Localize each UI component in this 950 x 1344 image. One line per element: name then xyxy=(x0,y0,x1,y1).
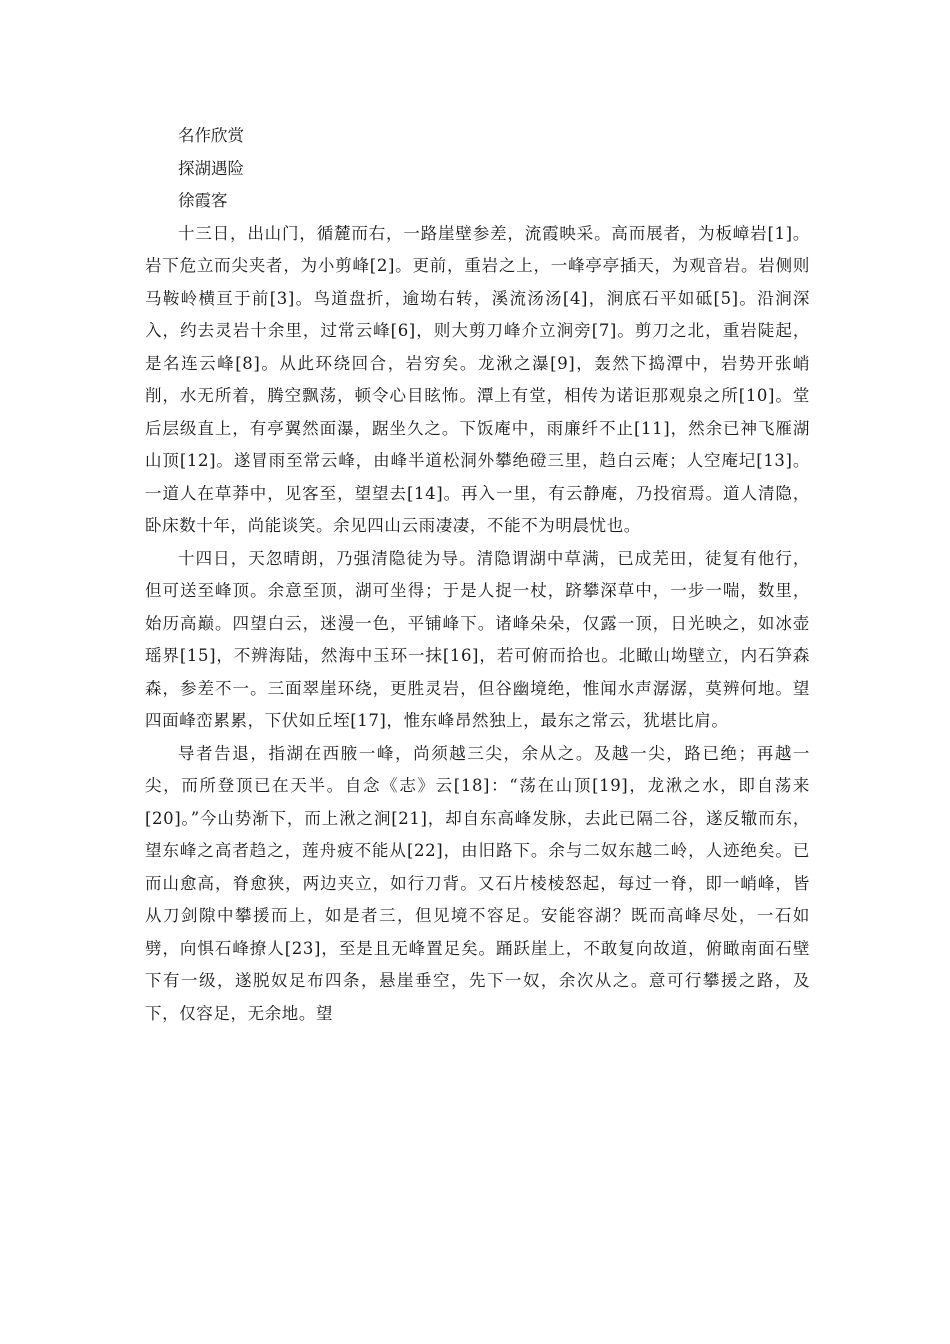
paragraph-day-14: 十四日，天忽晴朗，乃强清隐徒为导。清隐谓湖中草满，已成芜田，徒复有他行，但可送至峰顶。余意至顶，湖可坐得；于是人捉一杖，跻攀深草中，一步一喘，数里，始历高巅。四望白云，迷漫一色，平铺峰下。诸峰朵朵，仅露一顶，日光映之，如冰壶瑶界[15]，不辨海陆，然海中玉环一抹[16]，若可俯而拾也。北瞰山坳壁立，内石笋森森，参差不一。三面翠崖环绕，更胜灵岩，但谷幽境绝，惟闻水声潺潺，莫辨何地。望四面峰峦累累，下伏如丘垤[17]，惟东峰昂然独上，最东之常云，犹堪比肩。 xyxy=(145,548,810,730)
section-label: 名作欣赏 xyxy=(178,126,244,145)
paragraph-guide-leaves: 导者告退，指湖在西腋一峰，尚须越三尖，余从之。及越一尖，路已绝；再越一尖，而所登顶已在天半。自念《志》云[18]：“荡在山顶[19]，龙湫之水，即自荡来[20]。”今山势渐下，而上湫之涧[21]，却自东高峰发脉，去此已隔二谷，遂反辙而东，望东峰之高者趋之，莲舟疲不能从[22]，由旧路下。余与二奴东越二岭，人迹绝矣。已而山愈高，脊愈狭，两边夹立，如行刀背。又石片棱棱怒起，每过一脊，即一峭峰，皆从刀剑隙中攀援而上，如是者三，但见境不容足。安能容湖？既而高峰尽处，一石如劈，向惧石峰撩人[23]，至是且无峰置足矣。踊跃崖上，不敢复向故道，俯瞰南面石壁下有一级，遂脱奴足布四条，悬崖垂空，先下一奴，余次从之。意可行攀援之路，及下，仅容足，无余地。望 xyxy=(145,743,810,1023)
article-author: 徐霞客 xyxy=(178,191,228,210)
article-title: 探湖遇险 xyxy=(178,158,244,178)
paragraph-day-13: 十三日，出山门，循麓而右，一路崖壁参差，流霞映采。高而展者，为板嶂岩[1]。岩下危立而尖夹者，为小剪峰[2]。更前，重岩之上，一峰亭亭插天，为观音岩。岩侧则马鞍岭横亘于前[3]。鸟道盘折，逾坳右转，溪流汤汤[4]，涧底石平如砥[5]。沿涧深入，约去灵岩十余里，过常云峰[6]，则大剪刀峰介立涧旁[7]。剪刀之北，重岩陡起，是名连云峰[8]。从此环绕回合，岩穷矣。龙湫之瀑[9]，轰然下捣潭中，岩势开张峭削，水无所着，腾空飘荡，顿令心目眩怖。潭上有堂，相传为诺讵那观泉之所[10]。堂后层级直上，有亭翼然面瀑，踞坐久之。下饭庵中，雨廉纤不止[11]，然余已神飞雁湖山顶[12]。遂冒雨至常云峰，由峰半道松洞外攀绝磴三里，趋白云庵；人空庵圮[13]。一道人在草莽中，见客至，望望去[14]。再入一里，有云静庵，乃投宿焉。道人清隐，卧床数十年，尚能谈笑。余见四山云雨凄凄，不能不为明晨忧也。 xyxy=(145,223,810,535)
document-page xyxy=(145,120,810,1030)
